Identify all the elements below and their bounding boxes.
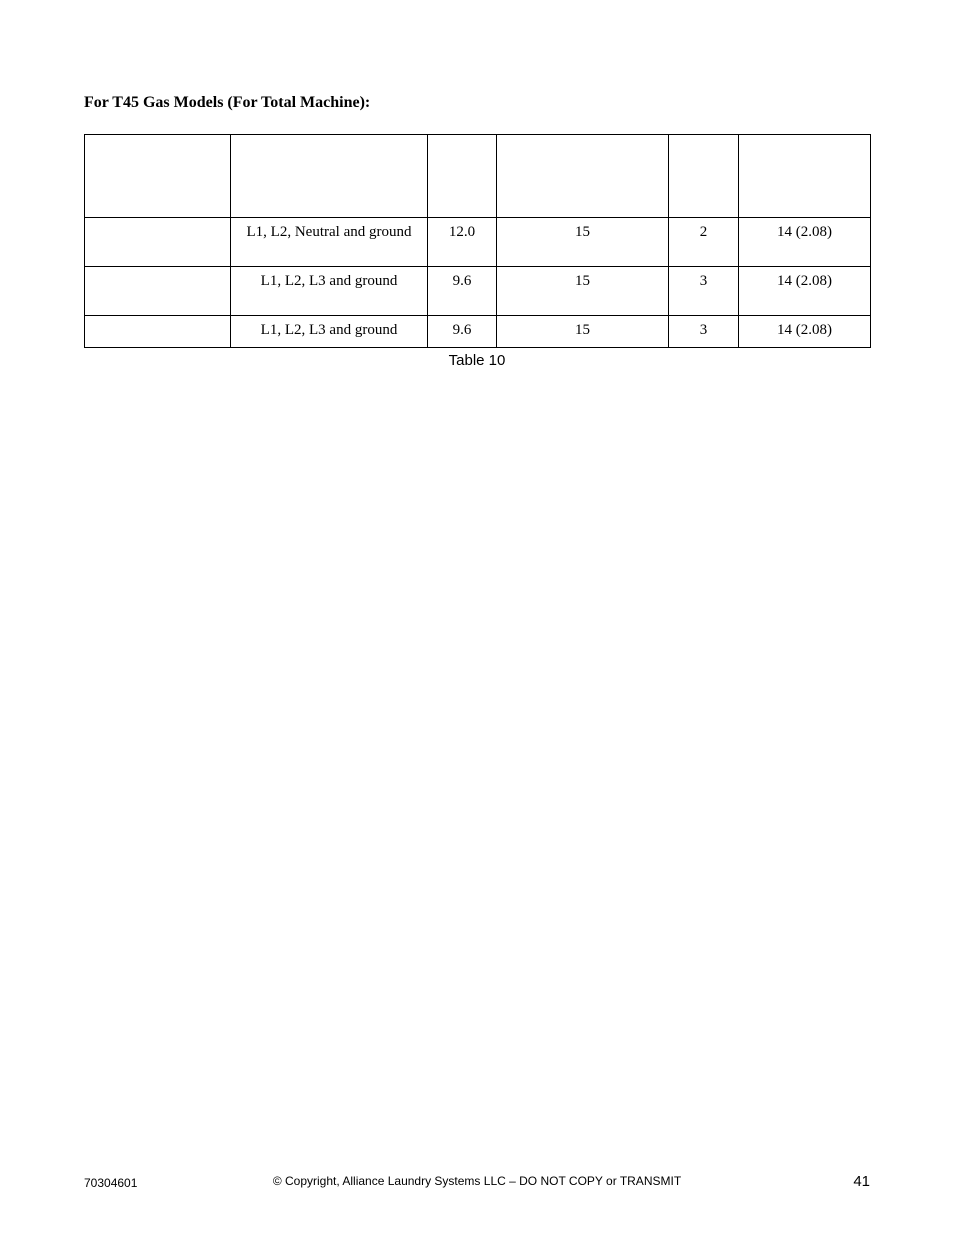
electrical-spec-table: [84, 134, 871, 348]
table-cell: 2: [669, 218, 739, 267]
table-row: [85, 218, 871, 267]
table-caption: Table 10: [448, 352, 506, 369]
table-row: [85, 316, 871, 348]
table-cell: 15: [497, 267, 669, 316]
table-cell: L1, L2, Neutral and ground: [231, 218, 428, 267]
table-cell: 3: [669, 267, 739, 316]
table-cell: 3: [669, 316, 739, 348]
table-row: [85, 267, 871, 316]
table-cell: L1, L2, L3 and ground: [231, 267, 428, 316]
table-cell: 14 (2.08): [739, 218, 871, 267]
table-cell: 14 (2.08): [739, 316, 871, 348]
table-cell: 9.6: [428, 316, 497, 348]
header-cell: [428, 135, 497, 218]
table-header-row: [85, 135, 871, 218]
table-cell: [85, 218, 231, 267]
header-cell: [739, 135, 871, 218]
section-heading: For T45 Gas Models (For Total Machine):: [84, 94, 371, 111]
header-cell: [669, 135, 739, 218]
copyright-notice: © Copyright, Alliance Laundry Systems LLC – DO NOT COPY or TRANSMIT: [272, 1174, 682, 1188]
header-cell: [231, 135, 428, 218]
document-number: 70304601: [84, 1176, 138, 1190]
table-cell: 9.6: [428, 267, 497, 316]
page-number: 41: [853, 1173, 870, 1190]
table-cell: 15: [497, 316, 669, 348]
table-cell: 14 (2.08): [739, 267, 871, 316]
header-cell: [85, 135, 231, 218]
table-cell: [85, 267, 231, 316]
table-cell: L1, L2, L3 and ground: [231, 316, 428, 348]
table-cell: [85, 316, 231, 348]
header-cell: [497, 135, 669, 218]
table-cell: 12.0: [428, 218, 497, 267]
table-cell: 15: [497, 218, 669, 267]
